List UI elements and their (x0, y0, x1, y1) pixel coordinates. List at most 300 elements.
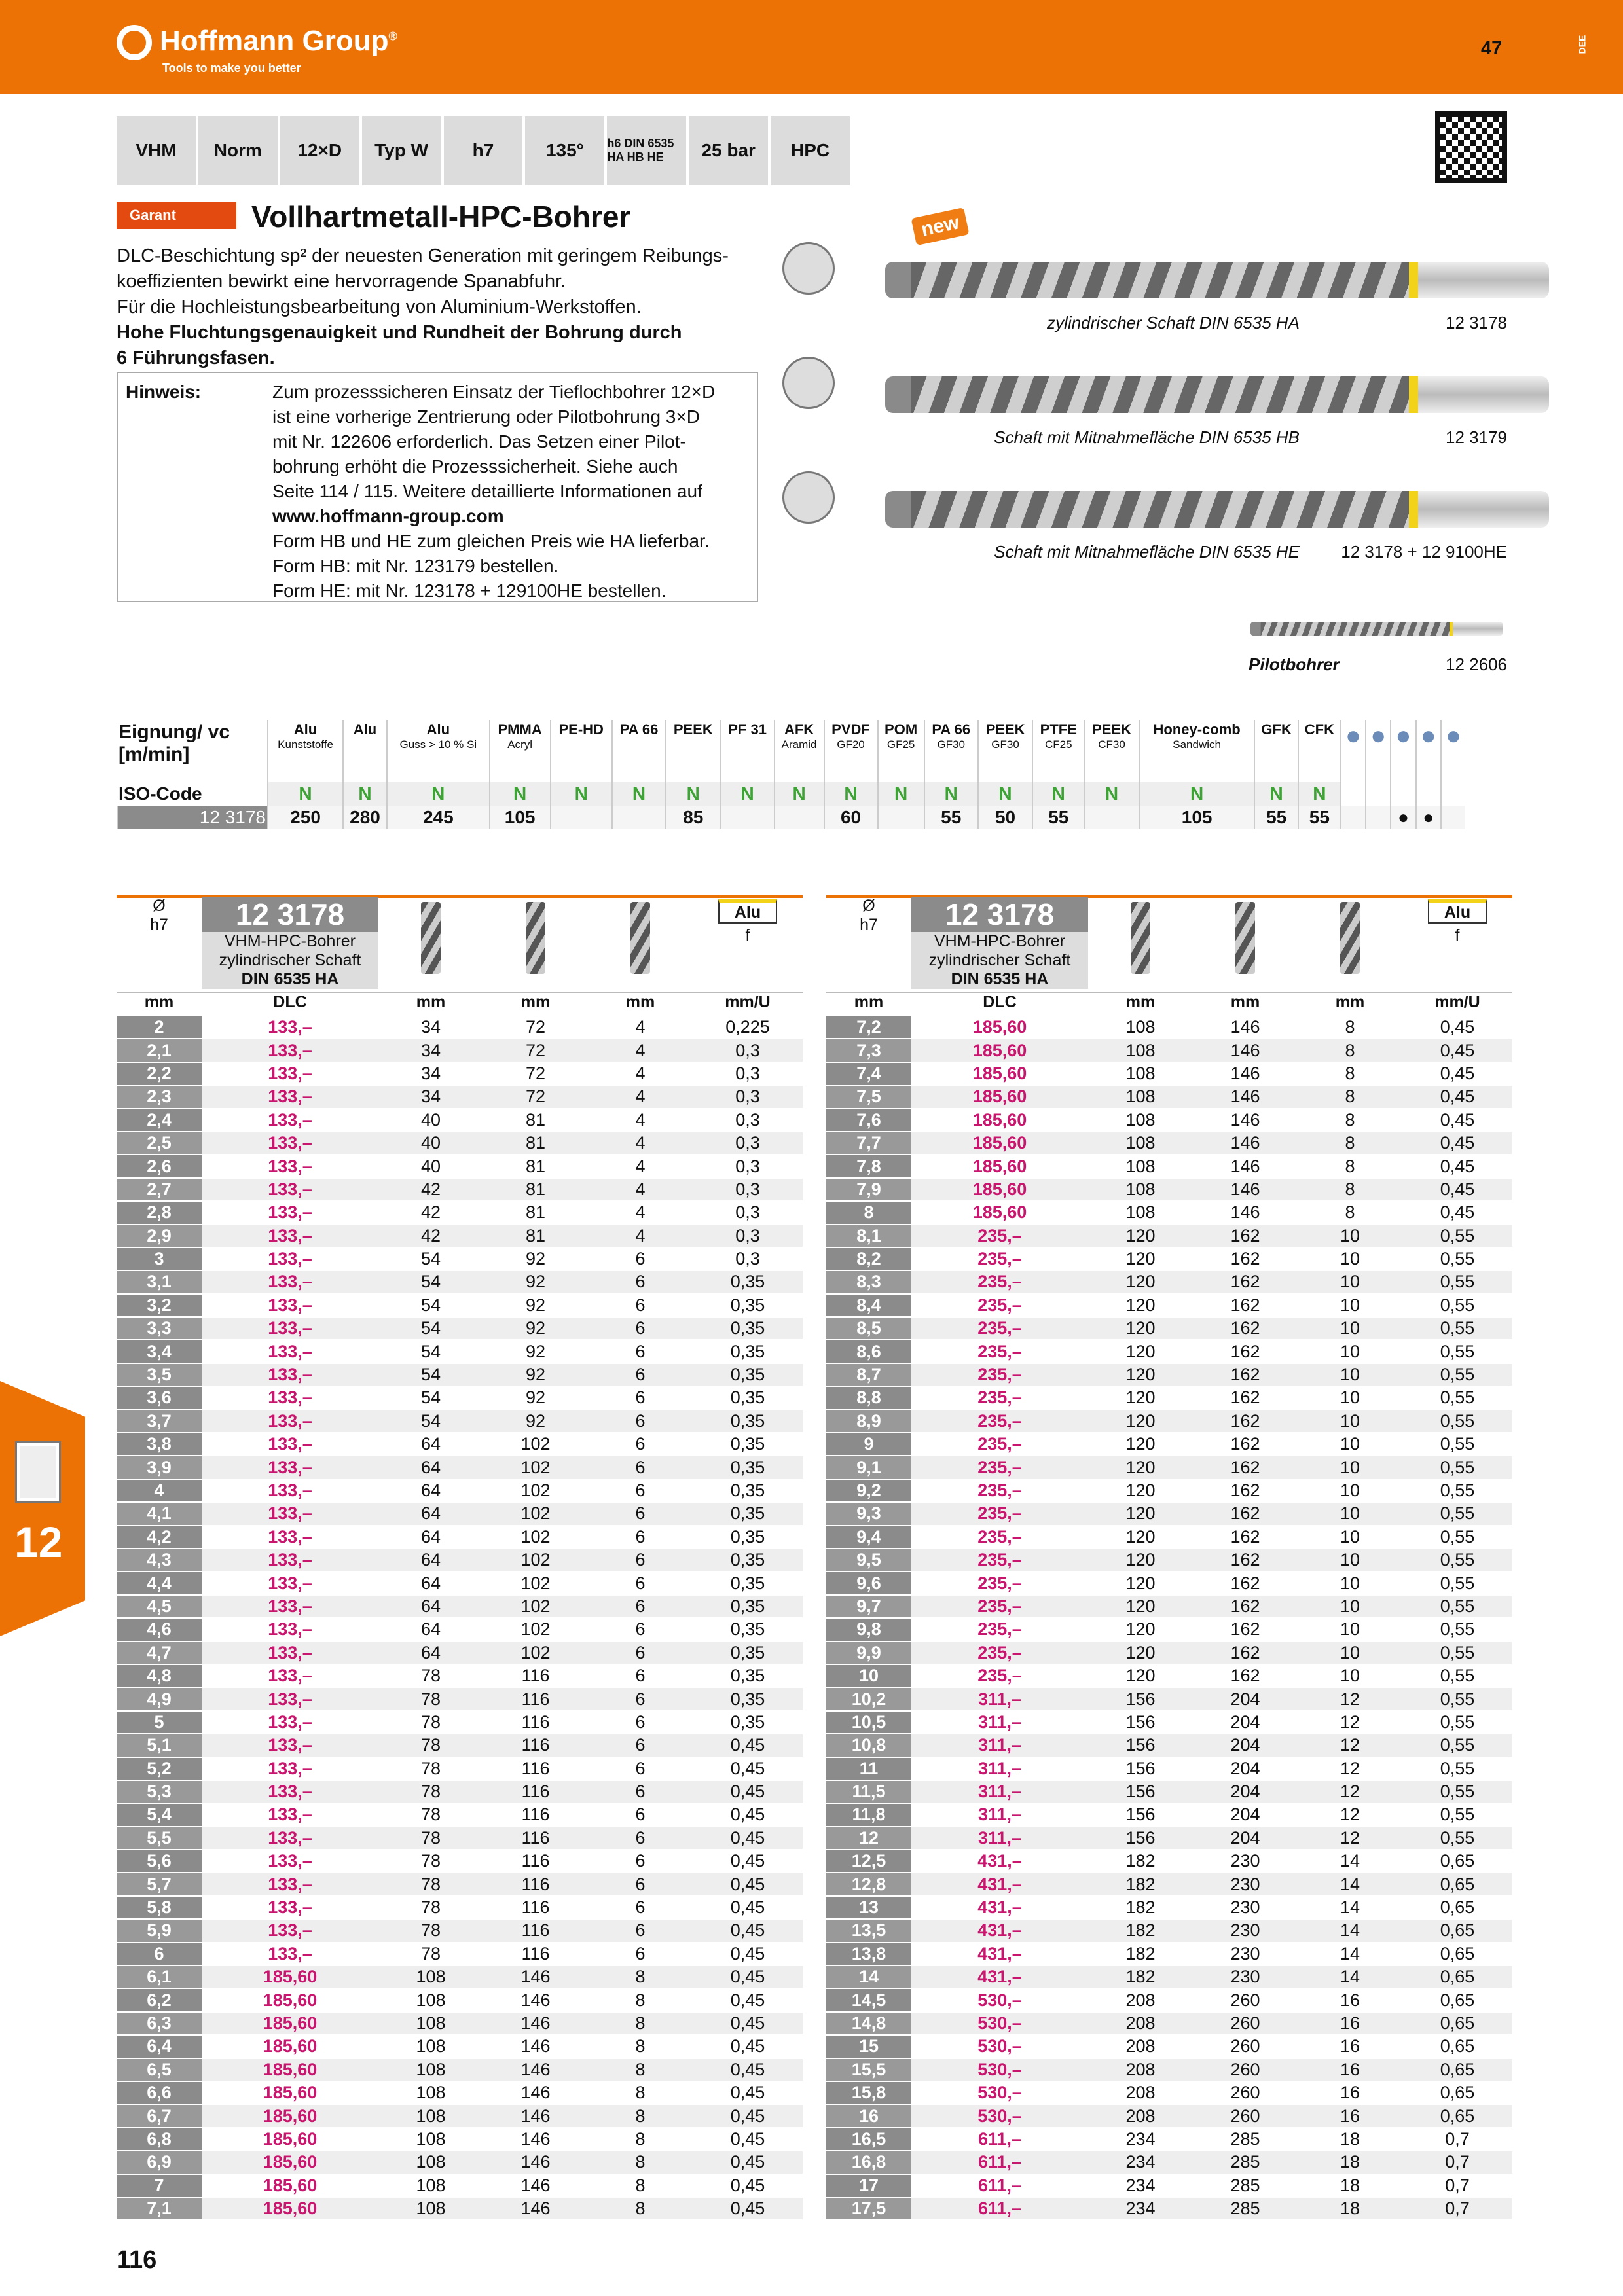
article-name: zylindrischer Schaft (911, 951, 1088, 970)
coolant-mark: ● (1391, 806, 1415, 829)
table-row (117, 1132, 803, 1155)
material-cell (878, 720, 924, 782)
intro-line: DLC-Beschichtung sp² der neuesten Generation mit geringem Reibungs- (117, 245, 729, 266)
chapter-tab[interactable] (0, 1381, 85, 1636)
shank-diameter: 6 (588, 1247, 693, 1270)
table-row (117, 1201, 803, 1224)
table-row (826, 1479, 1512, 1502)
diameter: 13,5 (826, 1919, 911, 1942)
diameter: 4,1 (117, 1502, 202, 1525)
shank-diameter: 6 (588, 1317, 693, 1340)
price: 235,– (911, 1270, 1088, 1293)
price: 431,– (911, 1943, 1088, 1965)
diameter: 7 (117, 2174, 202, 2197)
flute-length: 54 (378, 1294, 483, 1317)
table-row (826, 1571, 1512, 1594)
material-sub: CF30 (1098, 738, 1125, 751)
diameter: 16 (826, 2104, 911, 2127)
feed-header (1402, 897, 1512, 992)
flute-length: 40 (378, 1109, 483, 1132)
iso-code: N (721, 782, 775, 806)
table-row (826, 1803, 1512, 1826)
flute-length: 156 (1088, 1687, 1193, 1710)
total-length: 116 (483, 1827, 588, 1850)
flute-length: 40 (378, 1132, 483, 1155)
table-row (826, 2035, 1512, 2058)
total-length: 204 (1193, 1734, 1298, 1757)
feed: 0,3 (693, 1201, 803, 1224)
shank-diameter: 6 (588, 1734, 693, 1757)
diameter: 6,3 (117, 2012, 202, 2035)
drill-label: Pilotbohrer (1249, 655, 1340, 674)
total-length: 162 (1193, 1595, 1298, 1618)
total-length: 260 (1193, 2012, 1298, 2035)
cutting-speed: 50 (978, 806, 1033, 829)
diameter: 9,9 (826, 1641, 911, 1664)
shank-diameter: 14 (1298, 1919, 1402, 1942)
feed: 0,7 (1402, 2128, 1512, 2151)
flute-length: 120 (1088, 1225, 1193, 1247)
feed: 0,45 (693, 2012, 803, 2035)
total-length: 162 (1193, 1456, 1298, 1479)
spec-cell: VHM (117, 116, 196, 185)
shank-diameter: 8 (588, 2081, 693, 2104)
diameter: 6,6 (117, 2081, 202, 2104)
feed: 0,45 (693, 2197, 803, 2220)
price: 133,– (202, 1943, 378, 1965)
feed: 0,45 (693, 2035, 803, 2058)
shank-diameter: 6 (588, 1618, 693, 1641)
diameter: 12,5 (826, 1850, 911, 1873)
price: 431,– (911, 1965, 1088, 1988)
flute-length: 54 (378, 1363, 483, 1386)
table-row (117, 1896, 803, 1919)
flute-length: 120 (1088, 1502, 1193, 1525)
table-row (117, 1433, 803, 1456)
iso-empty (1441, 782, 1465, 806)
diameter: 7,3 (826, 1039, 911, 1062)
feed: 0,35 (693, 1410, 803, 1433)
price: 235,– (911, 1571, 1088, 1594)
price: 235,– (911, 1363, 1088, 1386)
price: 133,– (202, 1039, 378, 1062)
cutting-speed: 55 (1254, 806, 1298, 829)
feed: 0,35 (693, 1571, 803, 1594)
table-row (117, 1734, 803, 1757)
total-length: 162 (1193, 1433, 1298, 1456)
flute-length: 208 (1088, 2081, 1193, 2104)
diameter: 3,4 (117, 1340, 202, 1363)
table-row (826, 1132, 1512, 1155)
shank-diameter: 8 (588, 1988, 693, 2011)
shank-diameter: 8 (588, 1965, 693, 1988)
feed-symbol: f (1455, 926, 1460, 944)
diameter: 2,1 (117, 1039, 202, 1062)
spec-cell: 135° (525, 116, 604, 185)
price: 185,60 (911, 1062, 1088, 1085)
feed: 0,65 (1402, 2012, 1512, 2035)
feed: 0,65 (1402, 2035, 1512, 2058)
material-cell (612, 720, 666, 782)
price: 185,60 (202, 2104, 378, 2127)
total-length: 102 (483, 1641, 588, 1664)
diameter: 8,3 (826, 1270, 911, 1293)
table-row (826, 1850, 1512, 1873)
feed: 0,45 (693, 1988, 803, 2011)
suitability-label: Eignung/ vc [m/min] (119, 721, 230, 765)
shank-diameter: 16 (1298, 2104, 1402, 2127)
shank-diameter: 12 (1298, 1827, 1402, 1850)
total-length: 204 (1193, 1757, 1298, 1780)
spec-cell: 25 bar (689, 116, 768, 185)
feed: 0,55 (1402, 1386, 1512, 1409)
table-row (826, 1433, 1512, 1456)
flute-length: 108 (378, 2081, 483, 2104)
feed: 0,35 (693, 1340, 803, 1363)
shank-diameter: 16 (1298, 1988, 1402, 2011)
flute-length: 34 (378, 1085, 483, 1108)
table-row (826, 2058, 1512, 2081)
total-length: 146 (483, 2151, 588, 2174)
diameter: 5,4 (117, 1803, 202, 1826)
material-name: PEEK (1092, 721, 1131, 738)
price: 185,60 (202, 1988, 378, 2011)
shank-diameter: 12 (1298, 1711, 1402, 1734)
material-cell (551, 720, 612, 782)
diameter: 3,1 (117, 1270, 202, 1293)
price: 133,– (202, 1433, 378, 1456)
feed: 0,45 (693, 1919, 803, 1942)
price: 133,– (202, 1803, 378, 1826)
flute-length: 42 (378, 1201, 483, 1224)
shank-diameter-icon (588, 897, 693, 992)
price: 311,– (911, 1827, 1088, 1850)
total-length: 146 (1193, 1201, 1298, 1224)
shank-diameter: 8 (588, 2058, 693, 2081)
diameter: 8 (826, 1201, 911, 1224)
material-sub: Guss > 10 % Si (399, 738, 477, 751)
price: 530,– (911, 2058, 1088, 2081)
shank-diameter: 8 (1298, 1085, 1402, 1108)
table-row (117, 1178, 803, 1201)
tolerance: h7 (860, 916, 878, 934)
material-cell (490, 720, 551, 782)
coolant-mark (1341, 806, 1366, 829)
flute-length: 78 (378, 1780, 483, 1803)
diameter: 9,4 (826, 1526, 911, 1549)
total-length: 92 (483, 1294, 588, 1317)
price: 431,– (911, 1873, 1088, 1895)
article-header (911, 897, 1088, 992)
total-length: 81 (483, 1155, 588, 1177)
total-length: 146 (483, 1988, 588, 2011)
flute-length: 54 (378, 1386, 483, 1409)
diameter: 4,6 (117, 1618, 202, 1641)
price: 133,– (202, 1873, 378, 1895)
qr-code-icon[interactable] (1435, 111, 1507, 183)
iso-empty (1416, 782, 1441, 806)
coolant-mist-icon: ● (1391, 720, 1415, 782)
table-row (117, 1549, 803, 1571)
table-row (117, 1270, 803, 1293)
material-cell (1298, 720, 1341, 782)
flute-length: 182 (1088, 1943, 1193, 1965)
diameter: 11,8 (826, 1803, 911, 1826)
total-length: 146 (1193, 1016, 1298, 1039)
diameter: 17,5 (826, 2197, 911, 2220)
total-length: 146 (1193, 1178, 1298, 1201)
diameter: 9,3 (826, 1502, 911, 1525)
price: 185,60 (911, 1178, 1088, 1201)
feed: 0,55 (1402, 1664, 1512, 1687)
feed: 0,7 (1402, 2151, 1512, 2174)
feed: 0,55 (1402, 1803, 1512, 1826)
diameter: 2,8 (117, 1201, 202, 1224)
total-length: 146 (1193, 1062, 1298, 1085)
cutting-speed: 245 (387, 806, 490, 829)
drill-image (885, 491, 1549, 528)
feed: 0,55 (1402, 1827, 1512, 1850)
table-row (117, 1363, 803, 1386)
note-line: Form HE: mit Nr. 123178 + 129100HE bestellen. (272, 581, 666, 601)
flute-length: 108 (378, 2151, 483, 2174)
diameter: 7,4 (826, 1062, 911, 1085)
table-row (117, 1873, 803, 1895)
drill-number: 12 3178 (1446, 313, 1507, 332)
unit-label: mm/U (1402, 992, 1512, 1016)
total-length: 230 (1193, 1896, 1298, 1919)
shank-diameter: 10 (1298, 1340, 1402, 1363)
feed: 0,35 (693, 1479, 803, 1502)
brand-name: Hoffmann Group® (160, 25, 397, 57)
table-row (117, 1502, 803, 1525)
cutting-speed (721, 806, 775, 829)
shank-diameter: 10 (1298, 1247, 1402, 1270)
price: 185,60 (911, 1155, 1088, 1177)
price: 133,– (202, 1016, 378, 1039)
table-row (826, 1039, 1512, 1062)
diameter: 8,5 (826, 1317, 911, 1340)
flute-length: 64 (378, 1456, 483, 1479)
diameter: 9,8 (826, 1618, 911, 1641)
table-row (117, 1456, 803, 1479)
table-row (826, 1270, 1512, 1293)
table-row (826, 1965, 1512, 1988)
shank-diameter: 6 (588, 1780, 693, 1803)
total-length: 230 (1193, 1943, 1298, 1965)
flute-length: 108 (1088, 1178, 1193, 1201)
diameter-symbol: Ø (862, 897, 875, 915)
total-length: 260 (1193, 2058, 1298, 2081)
flute-length: 120 (1088, 1595, 1193, 1618)
flute-length: 182 (1088, 1919, 1193, 1942)
iso-code: N (978, 782, 1033, 806)
diameter: 5,5 (117, 1827, 202, 1850)
total-length: 146 (1193, 1039, 1298, 1062)
page-number-top: 47 (1481, 38, 1503, 59)
price: 235,– (911, 1294, 1088, 1317)
total-length: 285 (1193, 2128, 1298, 2151)
article-number: 12 3178 (202, 897, 378, 932)
flute-length: 78 (378, 1734, 483, 1757)
total-length: 162 (1193, 1317, 1298, 1340)
material-name: PEEK (673, 721, 713, 738)
price: 133,– (202, 1687, 378, 1710)
iso-label: ISO-Code (117, 782, 268, 806)
shank-diameter: 4 (588, 1085, 693, 1108)
diameter: 17 (826, 2174, 911, 2197)
flute-length-icon (1088, 897, 1193, 992)
flute-length: 120 (1088, 1433, 1193, 1456)
price: 133,– (202, 1502, 378, 1525)
total-length: 92 (483, 1363, 588, 1386)
note-line: Form HB: mit Nr. 123179 bestellen. (272, 556, 559, 576)
material-name: PVDF (831, 721, 870, 738)
flute-length: 208 (1088, 2035, 1193, 2058)
shank-diameter: 10 (1298, 1456, 1402, 1479)
table-row (826, 1085, 1512, 1108)
diameter: 8,8 (826, 1386, 911, 1409)
diameter: 8,7 (826, 1363, 911, 1386)
price: 133,– (202, 1225, 378, 1247)
diameter: 6,8 (117, 2128, 202, 2151)
intro-line: Hohe Fluchtungsgenauigkeit und Rundheit der Bohrung durch (117, 322, 682, 343)
table-row (826, 1225, 1512, 1247)
flute-length: 156 (1088, 1803, 1193, 1826)
price: 185,60 (911, 1085, 1088, 1108)
price: 133,– (202, 1155, 378, 1177)
table-row (826, 1687, 1512, 1710)
feed: 0,35 (693, 1549, 803, 1571)
price: 185,60 (911, 1039, 1088, 1062)
feed: 0,3 (693, 1062, 803, 1085)
price: 185,60 (202, 2035, 378, 2058)
total-length: 146 (483, 2174, 588, 2197)
diameter: 5,9 (117, 1919, 202, 1942)
total-length-icon (1193, 897, 1298, 992)
feed: 0,35 (693, 1641, 803, 1664)
feed: 0,35 (693, 1711, 803, 1734)
diameter: 4,9 (117, 1687, 202, 1710)
diameter: 7,9 (826, 1178, 911, 1201)
diameter: 5,6 (117, 1850, 202, 1873)
new-badge: new (911, 207, 970, 245)
flute-length: 182 (1088, 1873, 1193, 1895)
table-row (117, 1757, 803, 1780)
feed: 0,45 (693, 2151, 803, 2174)
flute-length: 108 (378, 2012, 483, 2035)
material-cell (268, 720, 343, 782)
diameter: 3,5 (117, 1363, 202, 1386)
price: 235,– (911, 1247, 1088, 1270)
feed: 0,3 (693, 1132, 803, 1155)
price: 133,– (202, 1549, 378, 1571)
shank-diameter: 6 (588, 1479, 693, 1502)
total-length: 230 (1193, 1919, 1298, 1942)
flute-length: 108 (1088, 1132, 1193, 1155)
shank-diameter: 18 (1298, 2174, 1402, 2197)
cutting-speed (612, 806, 666, 829)
diameter: 9,1 (826, 1456, 911, 1479)
shank-diameter: 8 (1298, 1062, 1402, 1085)
price: 185,60 (911, 1016, 1088, 1039)
table-row (826, 1340, 1512, 1363)
price: 133,– (202, 1641, 378, 1664)
diameter: 6,7 (117, 2104, 202, 2127)
table-row (826, 2174, 1512, 2197)
price: 185,60 (911, 1132, 1088, 1155)
diameter: 14,5 (826, 1988, 911, 2011)
material-cell (775, 720, 824, 782)
flute-length: 156 (1088, 1757, 1193, 1780)
feed: 0,35 (693, 1363, 803, 1386)
spec-cell: Norm (198, 116, 278, 185)
unit-label: mm (1193, 992, 1298, 1016)
flute-length: 234 (1088, 2174, 1193, 2197)
shank-diameter: 4 (588, 1155, 693, 1177)
intro-text (117, 243, 765, 371)
flute-length: 54 (378, 1340, 483, 1363)
shank-diameter: 10 (1298, 1618, 1402, 1641)
flute-length: 64 (378, 1618, 483, 1641)
diameter: 3,8 (117, 1433, 202, 1456)
feed: 0,45 (1402, 1109, 1512, 1132)
product-table-right (826, 897, 1512, 2221)
price: 311,– (911, 1803, 1088, 1826)
shank-diameter: 6 (588, 1641, 693, 1664)
total-length: 81 (483, 1225, 588, 1247)
flute-length: 78 (378, 1873, 483, 1895)
diameter: 9 (826, 1433, 911, 1456)
material-name: PMMA (498, 721, 542, 738)
feed: 0,45 (1402, 1016, 1512, 1039)
flute-length: 120 (1088, 1641, 1193, 1664)
pilot-drill-image (1250, 622, 1503, 636)
price: 133,– (202, 1571, 378, 1594)
shank-diameter: 16 (1298, 2081, 1402, 2104)
price: 235,– (911, 1386, 1088, 1409)
material-name: PTFE (1040, 721, 1077, 738)
table-row (826, 1201, 1512, 1224)
shank-diameter: 6 (588, 1757, 693, 1780)
shank-diameter: 6 (588, 1363, 693, 1386)
table-row (826, 1734, 1512, 1757)
price: 311,– (911, 1711, 1088, 1734)
shank-diameter: 6 (588, 1873, 693, 1895)
total-length: 204 (1193, 1711, 1298, 1734)
diameter: 11,5 (826, 1780, 911, 1803)
diameter: 15 (826, 2035, 911, 2058)
total-length: 92 (483, 1270, 588, 1293)
price: 185,60 (202, 2012, 378, 2035)
note-line: ist eine vorherige Zentrierung oder Pilotbohrung 3×D (272, 406, 700, 427)
shank-diameter: 6 (588, 1410, 693, 1433)
material-cell (1084, 720, 1139, 782)
diameter: 6,9 (117, 2151, 202, 2174)
feed: 0,55 (1402, 1711, 1512, 1734)
feed: 0,45 (1402, 1155, 1512, 1177)
total-length: 102 (483, 1479, 588, 1502)
price: 133,– (202, 1317, 378, 1340)
diameter: 2,6 (117, 1155, 202, 1177)
table-row (826, 2081, 1512, 2104)
iso-code: N (1139, 782, 1255, 806)
shank-diameter: 6 (588, 1433, 693, 1456)
feed: 0,65 (1402, 1988, 1512, 2011)
flute-length: 42 (378, 1178, 483, 1201)
drill-number: 12 2606 (1446, 655, 1507, 674)
table-row (826, 1873, 1512, 1895)
